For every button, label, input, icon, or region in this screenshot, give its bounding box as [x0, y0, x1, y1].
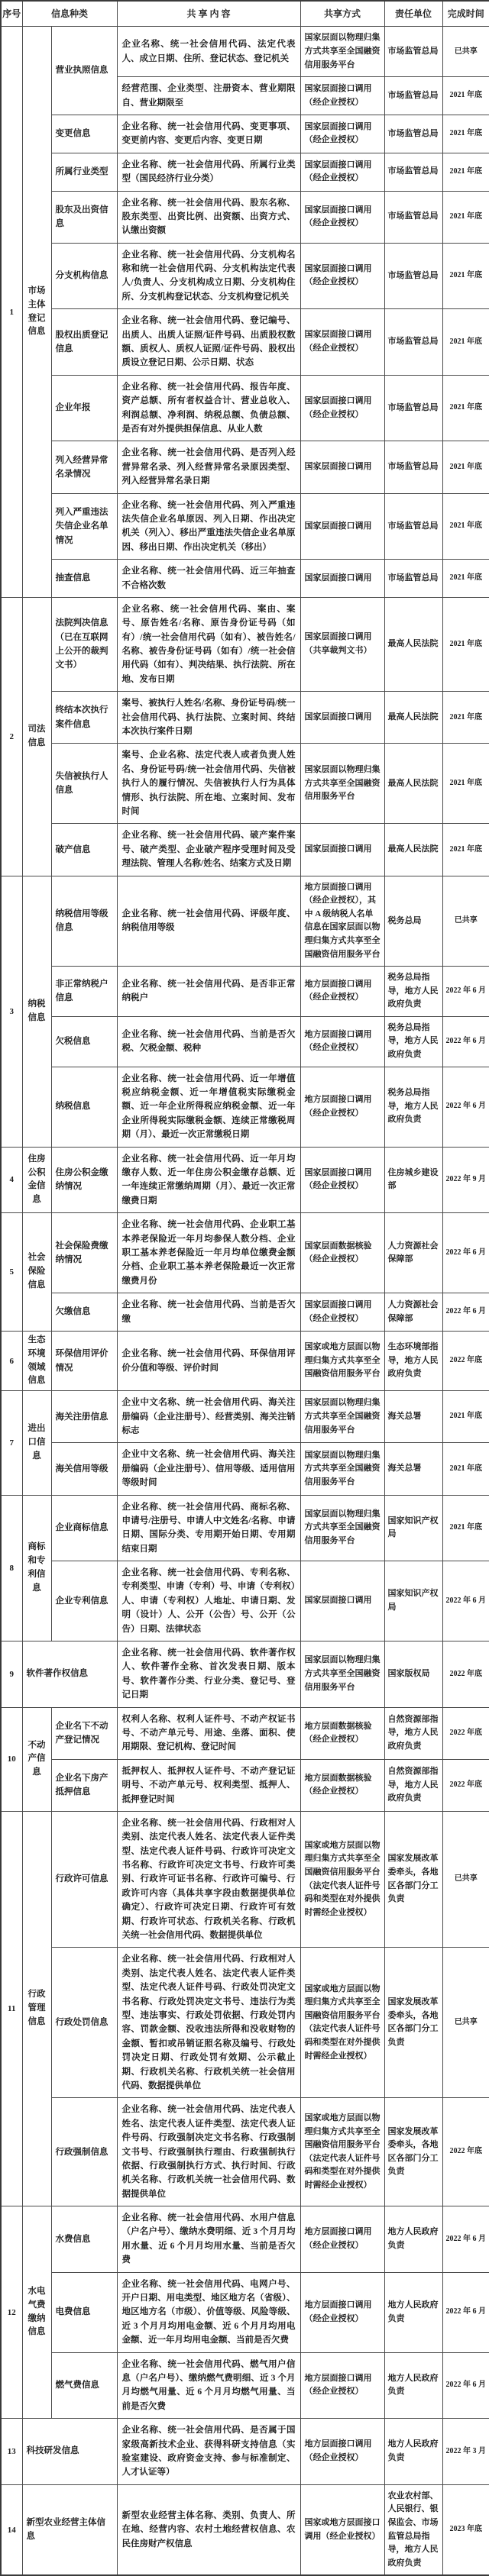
content-cell: 案号、被执行人姓名/名称、身份证号码/统一社会信用代码、执行法院、立案时间、终结本次执行案件日期 — [117, 692, 300, 744]
type-cell: 燃气费信息 — [51, 2352, 117, 2419]
table-row — [1, 1811, 489, 1948]
category-cell: 住房公积金信息 — [22, 1147, 51, 1213]
time-cell: 2022 年底 — [442, 1331, 489, 1390]
method-cell: 国家或地方层面以物理归集方式共享至全国融资信用服务平台（法定代表人证件号码和类型在对外提供时需经企业授权） — [300, 1811, 384, 1948]
content-cell: 企业名称、统一社会信用代码、行政相对人类别、法定代表人姓名、法定代表人证件类型、法定代表人证件号码、行政处罚决定文书名称、行政处罚决定文书号、违法行为类型、违法事实、行政处罚依据、行政处罚内容、罚款金额、没收违法所得和没收财物的金额、暂扣或吊销证照名称及编号、行政处罚决定日期、行政处罚有效期、公示截止期、行政机关名称、行政机关统一社会信用代码、数据提供单位 — [117, 1948, 300, 2098]
content-cell: 企业名称、统一社会信用代码、近三年抽查不合格次数 — [117, 560, 300, 598]
table-row — [1, 1495, 489, 1561]
table-row — [1, 744, 489, 824]
time-cell: 2021 年底 — [442, 441, 489, 493]
table-row — [1, 493, 489, 560]
method-cell: 国家层面接口调用（经企业授权） — [300, 153, 384, 191]
unit-cell: 自然资源部指导，地方人民政府负责 — [384, 1707, 442, 1759]
content-cell: 企业名称、统一社会信用代码、评级年度、纳税信用等级 — [117, 876, 300, 967]
unit-cell: 国家发展改革委牵头，各地区各部门分工负责 — [384, 2098, 442, 2206]
method-cell: 国家层面接口调用（经企业授权） — [300, 309, 384, 376]
serial-cell: 10 — [1, 1707, 22, 1811]
content-cell: 企业名称、统一社会信用代码、是否非正常纳税户 — [117, 967, 300, 1017]
category-cell: 纳税信息 — [22, 876, 51, 1147]
method-cell: 地方层面接口调用（经企业授权） — [300, 2206, 384, 2273]
table-row — [1, 1016, 489, 1067]
serial-cell: 3 — [1, 876, 22, 1147]
type-cell: 水费信息 — [51, 2206, 117, 2273]
table-row — [1, 2206, 489, 2273]
content-cell: 企业名称、统一社会信用代码、是否属于国家级高新技术企业、获得科研支持信息（实验室建设、政府资金支持、参与标准制定、人才认证等） — [117, 2419, 300, 2485]
content-cell: 企业名称、统一社会信用代码、是否列入经营异常名录、列入经营异常名录原因类型、列入经营异常名录日期 — [117, 441, 300, 493]
type-cell: 终结本次执行案件信息 — [51, 692, 117, 744]
unit-cell: 地方人民政府负责 — [384, 2352, 442, 2419]
type-cell: 所属行业类型 — [51, 153, 117, 191]
method-cell: 国家层面接口调用（经企业授权） — [300, 115, 384, 153]
time-cell: 已共享 — [442, 27, 489, 77]
unit-cell: 市场监管总局 — [384, 115, 442, 153]
method-cell: 国家层面接口调用（经企业授权） — [300, 243, 384, 309]
type-cell: 变更信息 — [51, 115, 117, 153]
content-cell: 企业名称、统一社会信用代码、电网户号、开户日期、用电类型、地区地方名（省级）、地区地方名（市级）、价值等级、风险等级、近 3 个月月均用电金额、近 6 个月月均用电金额、近一年月均用电金额、当前是否欠费 — [117, 2272, 300, 2352]
table-row — [1, 1391, 489, 1443]
type-cell: 海关信用等级 — [51, 1443, 117, 1495]
unit-cell: 税务总局 — [384, 876, 442, 967]
category-cell: 进出口信息 — [22, 1391, 51, 1495]
content-cell: 企业名称、统一社会信用代码、法定代表人姓名、法定代表人证件类型、法定代表人证件号码、行政强制决定文书名称、行政强制文书号、行政强制执行理由、行政强制执行依据、行政强制执行方式、执行时间、行政机关名称、行政机关统一社会信用代码、数据提供单位 — [117, 2098, 300, 2206]
content-cell: 企业名称、统一社会信用代码、破产案件案号、破产类型、企业破产程序受理时间及受理法院、管理人名称/姓名、结案方式及日期 — [117, 824, 300, 876]
content-cell: 企业名称、统一社会信用代码、变更事项、变更前内容、变更后内容、变更日期 — [117, 115, 300, 153]
method-cell: 国家层面接口调用（经企业授权） — [300, 375, 384, 441]
type-cell: 破产信息 — [51, 824, 117, 876]
type-cell: 企业年报 — [51, 375, 117, 441]
category-cell: 生态环境领域信息 — [22, 1331, 51, 1390]
content-cell: 企业名称、统一社会信用代码、当前是否欠缴 — [117, 1293, 300, 1332]
type-cell: 电费信息 — [51, 2272, 117, 2352]
method-cell: 地方层面数据核验（经企业授权） — [300, 1707, 384, 1759]
time-cell: 2021 年底 — [442, 560, 489, 598]
time-cell: 2021 年底 — [442, 77, 489, 115]
category-cell: 软件著作权信息 — [22, 1641, 117, 1708]
time-cell: 2021 年底 — [442, 744, 489, 824]
unit-cell: 税务总局指导，地方人民政府负责 — [384, 1016, 442, 1067]
type-cell: 行政许可信息 — [51, 1811, 117, 1948]
type-cell: 社会保险费缴纳情况 — [51, 1213, 117, 1293]
content-cell: 企业名称、统一社会信用代码、水用户信息（户名户号）、缴纳水费明细、近 3 个月月均用水量、近 6 个月月均用水量、当前是否欠费 — [117, 2206, 300, 2273]
type-cell: 海关注册信息 — [51, 1391, 117, 1443]
serial-cell: 5 — [1, 1213, 22, 1332]
unit-cell: 国家知识产权局 — [384, 1495, 442, 1561]
category-cell: 新型农业经营主体信息 — [22, 2484, 117, 2575]
table-row — [1, 309, 489, 376]
time-cell: 2022 年 6 月 — [442, 1561, 489, 1641]
table-row — [1, 876, 489, 967]
method-cell: 地方层面接口调用（经企业授权） — [300, 2419, 384, 2485]
table-row — [1, 2098, 489, 2206]
time-cell: 2021 年底 — [442, 309, 489, 376]
time-cell: 已共享 — [442, 1948, 489, 2098]
unit-cell: 地方人民政府负责 — [384, 2206, 442, 2273]
unit-cell: 农业农村部、人民银行、银保监会、市场监管总局指导，地方人民政府负责 — [384, 2484, 442, 2575]
header-row — [1, 1, 489, 27]
unit-cell: 国家知识产权局 — [384, 1561, 442, 1641]
unit-cell: 国家发展改革委牵头，各地区各部门分工负责 — [384, 1948, 442, 2098]
table-row — [1, 2352, 489, 2419]
serial-cell: 14 — [1, 2484, 22, 2575]
time-cell: 2022 年底 — [442, 1759, 489, 1811]
content-cell: 企业名称、统一社会信用代码、专利名称、专利类型、申请（专利）号、申请（专利权）人、申请（专利权）人地址、申请日期、发明（设计）人、公开（公告）号、公开（公告）日期、法律状态 — [117, 1561, 300, 1641]
type-cell: 欠缴信息 — [51, 1293, 117, 1332]
content-cell: 企业名称、统一社会信用代码、商标名称、申请号/注册号、申请人中文姓名/名称、申请日期、国际分类、专用期开始日期、专用期结束日期 — [117, 1495, 300, 1561]
type-cell: 列入经营异常名录情况 — [51, 441, 117, 493]
unit-cell: 市场监管总局 — [384, 441, 442, 493]
time-cell: 2021 年底 — [442, 1495, 489, 1561]
method-cell: 地方层面接口调用（经企业授权） — [300, 2352, 384, 2419]
unit-cell: 生态环境部指导，地方人民政府负责 — [384, 1331, 442, 1390]
type-cell: 企业名下房产抵押信息 — [51, 1759, 117, 1811]
type-cell: 住房公积金缴纳情况 — [51, 1147, 117, 1213]
content-cell: 案号、企业名称、法定代表人或者负责人姓名、身份证号码/统一社会信用代码、失信被执行人的履行情况、失信被执行人行为具体情形、执行法院、所在地、立案时间、发布时间 — [117, 744, 300, 824]
content-cell: 新型农业经营主体名称、类别、负责人、所在地、经营内容、农村土地经营权信息、农民住房财产权信息 — [117, 2484, 300, 2575]
unit-cell: 海关总署 — [384, 1443, 442, 1495]
serial-cell: 1 — [1, 27, 22, 598]
content-cell: 企业名称、统一社会信用代码、法定代表人、成立日期、住所、登记状态、登记机关 — [117, 27, 300, 77]
table-row — [1, 1147, 489, 1213]
table-row — [1, 2484, 489, 2575]
unit-cell: 人力资源社会保障部 — [384, 1293, 442, 1332]
serial-cell: 8 — [1, 1495, 22, 1641]
table-row — [1, 1331, 489, 1390]
content-cell: 企业名称、统一社会信用代码、近一年月均缴存人数、近一年住房公积金缴存总额、近一年连续正常缴纳周期（月）、最近一次正常缴费日期 — [117, 1147, 300, 1213]
time-cell: 2022 年 6 月 — [442, 1016, 489, 1067]
col-header-info-type: 信息种类 — [22, 1, 117, 27]
table-row — [1, 27, 489, 77]
unit-cell: 市场监管总局 — [384, 77, 442, 115]
serial-cell: 7 — [1, 1391, 22, 1495]
content-cell: 企业名称、统一社会信用代码、环保信用评价分值和等级、评价时间 — [117, 1331, 300, 1390]
table-row — [1, 1293, 489, 1332]
time-cell: 2021 年底 — [442, 1391, 489, 1443]
type-cell: 抽查信息 — [51, 560, 117, 598]
table-row — [1, 2419, 489, 2485]
unit-cell: 国家版权局 — [384, 1641, 442, 1708]
type-cell: 行政强制信息 — [51, 2098, 117, 2206]
time-cell: 2021 年底 — [442, 115, 489, 153]
method-cell: 地方层面数据核验（经企业授权） — [300, 1759, 384, 1811]
unit-cell: 住房城乡建设部 — [384, 1147, 442, 1213]
time-cell: 2022 年底 — [442, 1707, 489, 1759]
time-cell: 2022 年 6 月 — [442, 2206, 489, 2273]
category-cell: 商标和专利信息 — [22, 1495, 51, 1641]
unit-cell: 市场监管总局 — [384, 191, 442, 243]
type-cell: 营业执照信息 — [51, 27, 117, 115]
table-row — [1, 1948, 489, 2098]
time-cell: 2021 年底 — [442, 1443, 489, 1495]
time-cell: 2021 年底 — [442, 375, 489, 441]
time-cell: 2021 年底 — [442, 191, 489, 243]
time-cell: 2022 年底 — [442, 2098, 489, 2206]
time-cell: 2022 年 6 月 — [442, 1293, 489, 1332]
time-cell: 2021 年底 — [442, 243, 489, 309]
table-row — [1, 824, 489, 876]
unit-cell: 市场监管总局 — [384, 309, 442, 376]
unit-cell: 地方人民政府负责 — [384, 2272, 442, 2352]
content-cell: 企业名称、统一社会信用代码、所属行业类型（国民经济行业分类） — [117, 153, 300, 191]
serial-cell: 4 — [1, 1147, 22, 1213]
table-row — [1, 441, 489, 493]
method-cell: 国家层面以物理归集方式共享至全国融资信用服务平台 — [300, 1391, 384, 1443]
table-row — [1, 375, 489, 441]
method-cell: 国家层面以物理归集方式共享至全国融资信用服务平台 — [300, 1495, 384, 1561]
unit-cell: 人力资源社会保障部 — [384, 1213, 442, 1293]
unit-cell: 市场监管总局 — [384, 153, 442, 191]
content-cell: 企业名称、统一社会信用代码、软件著作权人、软件著作全称、首次发表日期、版本号、软件著作分类、行业分类、登记号、登记日期 — [117, 1641, 300, 1708]
method-cell: 国家层面接口调用（共享裁判文书） — [300, 597, 384, 691]
unit-cell: 地方人民政府负责 — [384, 2419, 442, 2485]
method-cell: 国家或地方层面接口调用（经企业授权） — [300, 2484, 384, 2575]
method-cell: 国家或地方层面以物理归集方式共享至全国融资信用服务平台 — [300, 1331, 384, 1390]
table-row — [1, 1561, 489, 1641]
table-row — [1, 153, 489, 191]
table-row — [1, 1067, 489, 1147]
method-cell: 国家层面接口调用（经企业授权） — [300, 77, 384, 115]
time-cell: 2022 年底 — [442, 1641, 489, 1708]
unit-cell: 最高人民法院 — [384, 824, 442, 876]
method-cell: 国家层面以物理归集方式共享至全国融资信用服务平台 — [300, 1641, 384, 1708]
serial-cell: 6 — [1, 1331, 22, 1390]
table-row — [1, 1641, 489, 1708]
type-cell: 企业专利信息 — [51, 1561, 117, 1641]
content-cell: 企业名称、统一社会信用代码、案由、案号、原告姓名/名称、原告身份证号码（如有）/统一社会信用代码（如有）、被告姓名/名称、被告身份证号码（如有）/统一社会信用代码（如有）、判决结果、执行法院、所在地、发布日期 — [117, 597, 300, 691]
category-cell: 科技研发信息 — [22, 2419, 117, 2485]
method-cell: 地方层面接口调用（经企业授权） — [300, 1067, 384, 1147]
table-row — [1, 692, 489, 744]
category-cell: 市场主体登记信息 — [22, 27, 51, 598]
table-row — [1, 243, 489, 309]
method-cell: 国家层面以物理归集方式共享至全国融资信用服务平台 — [300, 27, 384, 77]
time-cell: 已共享 — [442, 1811, 489, 1948]
col-header-share-method: 共享方式 — [300, 1, 384, 27]
method-cell: 国家层面接口调用 — [300, 560, 384, 598]
content-cell: 企业名称、统一社会信用代码、燃气用户信息（户名户号）、缴纳燃气费明细、近 3 个月月均燃气用量、近 6 个月月均燃气用量、当前是否欠费 — [117, 2352, 300, 2419]
type-cell: 企业商标信息 — [51, 1495, 117, 1561]
content-cell: 企业中文名称、统一社会信用代码、海关注册编码（企业注册号）、经营类别、海关注销标志 — [117, 1391, 300, 1443]
time-cell: 2021 年底 — [442, 692, 489, 744]
content-cell: 企业名称、统一社会信用代码、登记编号、出质人、出质人证照/证件号码、出质股权数额、质权人、质权人证照/证件号码、股权出质设立登记日期、公示日期、状态 — [117, 309, 300, 376]
type-cell: 纳税信用等级信息 — [51, 876, 117, 967]
unit-cell: 海关总署 — [384, 1391, 442, 1443]
type-cell: 环保信用评价情况 — [51, 1331, 117, 1390]
content-cell: 企业名称、统一社会信用代码、分支机构名称和统一社会信用代码、分支机构法定代表人/负责人、分支机构成立日期、分支机构住所、分支机构登记状态、分支机构登记机关 — [117, 243, 300, 309]
serial-cell: 11 — [1, 1811, 22, 2206]
unit-cell: 自然资源部指导，地方人民政府负责 — [384, 1759, 442, 1811]
unit-cell: 最高人民法院 — [384, 692, 442, 744]
content-cell: 权利人名称、权利人证件号、不动产权证书号、不动产单元号、用途、坐落、面积、使用期限、登记机构、登记时间 — [117, 1707, 300, 1759]
method-cell: 国家层面接口调用 — [300, 493, 384, 560]
table-row — [1, 191, 489, 243]
type-cell: 企业名下不动产登记情况 — [51, 1707, 117, 1759]
unit-cell: 市场监管总局 — [384, 560, 442, 598]
time-cell: 2022 年 9 月 — [442, 1147, 489, 1213]
content-cell: 抵押权人、抵押权人证件号、不动产登记证明号、不动产单元号、权利类型、抵押人、抵押登记时间 — [117, 1759, 300, 1811]
method-cell: 国家层面数据核验（经企业授权） — [300, 1213, 384, 1293]
serial-cell: 12 — [1, 2206, 22, 2419]
col-header-shared-content: 共 享 内 容 — [117, 1, 300, 27]
method-cell: 国家层面接口调用 — [300, 441, 384, 493]
type-cell: 列入严重违法失信企业名单情况 — [51, 493, 117, 560]
serial-cell: 9 — [1, 1641, 22, 1708]
method-cell: 国家层面接口调用 — [300, 692, 384, 744]
unit-cell: 最高人民法院 — [384, 744, 442, 824]
type-cell: 股权出质登记信息 — [51, 309, 117, 376]
unit-cell: 税务总局指导，地方人民政府负责 — [384, 967, 442, 1017]
time-cell: 2021 年底 — [442, 153, 489, 191]
method-cell: 国家或地方层面以物理归集方式共享至全国融资信用服务平台（法定代表人证件号码和类型在对外提供时需经企业授权） — [300, 1948, 384, 2098]
content-cell: 企业名称、统一社会信用代码、股东名称、股东类型、出资比例、出资额、出资方式、认缴出资额 — [117, 191, 300, 243]
type-cell: 欠税信息 — [51, 1016, 117, 1067]
method-cell: 地方层面接口调用（经企业授权） — [300, 1016, 384, 1067]
table-row — [1, 1759, 489, 1811]
unit-cell: 市场监管总局 — [384, 27, 442, 77]
col-header-serial: 序号 — [1, 1, 22, 27]
table-row — [1, 1707, 489, 1759]
time-cell: 2022 年 6 月 — [442, 1213, 489, 1293]
type-cell: 法院判决信息（已在互联网上公开的裁判文书） — [51, 597, 117, 691]
time-cell: 2022 年 6 月 — [442, 1067, 489, 1147]
table-row — [1, 1213, 489, 1293]
method-cell: 国家层面以物理归集方式共享至全国融资信用服务平台 — [300, 744, 384, 824]
category-cell: 行政管理信息 — [22, 1811, 51, 2206]
table-body — [1, 27, 489, 2575]
method-cell: 国家层面接口调用（经企业授权） — [300, 191, 384, 243]
time-cell: 2021 年底 — [442, 597, 489, 691]
unit-cell: 税务总局指导，地方人民政府负责 — [384, 1067, 442, 1147]
time-cell: 2022 年 6 月 — [442, 967, 489, 1017]
unit-cell: 市场监管总局 — [384, 375, 442, 441]
table-row — [1, 1443, 489, 1495]
type-cell: 股东及出资信息 — [51, 191, 117, 243]
serial-cell: 2 — [1, 597, 22, 876]
content-cell: 企业名称、统一社会信用代码、当前是否欠税、欠税金额、税种 — [117, 1016, 300, 1067]
table-header — [1, 1, 489, 27]
type-cell: 行政处罚信息 — [51, 1948, 117, 2098]
table-row — [1, 115, 489, 153]
table-row — [1, 597, 489, 691]
content-cell: 企业名称、统一社会信用代码、企业职工基本养老保险近一年月均参保人数分档、企业职工基本养老保险近一年月均单位缴费金额分档、企业职工基本养老保险最近一次正常缴费月份 — [117, 1213, 300, 1293]
time-cell: 2022 年 6 月 — [442, 2272, 489, 2352]
col-header-completion-time: 完成时间 — [442, 1, 489, 27]
type-cell: 失信被执行人信息 — [51, 744, 117, 824]
serial-cell: 13 — [1, 2419, 22, 2485]
category-cell: 水电气费缴纳信息 — [22, 2206, 51, 2419]
content-cell: 企业中文名称、统一社会信用代码、海关注册编码（企业注册号）、信用等级、适用信用等级时间 — [117, 1443, 300, 1495]
method-cell: 国家层面接口调用（经企业授权） — [300, 1293, 384, 1332]
time-cell: 已共享 — [442, 876, 489, 967]
table-row — [1, 967, 489, 1017]
method-cell: 国家层面接口调用 — [300, 824, 384, 876]
time-cell: 2023 年底 — [442, 2484, 489, 2575]
table-row — [1, 560, 489, 598]
category-cell: 社会保险信息 — [22, 1213, 51, 1332]
table-row — [1, 2272, 489, 2352]
unit-cell: 国家发展改革委牵头，各地区各部门分工负责 — [384, 1811, 442, 1948]
content-cell: 企业名称、统一社会信用代码、近一年增值税应纳税金额、近一年增值税实际缴税金额、近一年企业所得税应纳税金额、近一年企业所得税实际缴税金额、连续正常缴税周期（月）、最近一次正常缴税日期 — [117, 1067, 300, 1147]
method-cell: 国家层面以物理归集方式共享至全国融资信用服务平台 — [300, 1443, 384, 1495]
unit-cell: 市场监管总局 — [384, 243, 442, 309]
content-cell: 企业名称、统一社会信用代码、报告年度、资产总额、所有者权益合计、营业总收入、利润总额、净利润、纳税总额、负债总额、是否有对外提供担保信息、从业人数 — [117, 375, 300, 441]
type-cell: 分支机构信息 — [51, 243, 117, 309]
col-header-responsible-unit: 责任单位 — [384, 1, 442, 27]
method-cell: 地方层面接口调用（经企业授权） — [300, 2272, 384, 2352]
content-cell: 企业名称、统一社会信用代码、行政相对人类别、法定代表人姓名、法定代表人证件类型、法定代表人证件号码、行政许可决定文书名称、行政许可决定文书号、行政许可类别、行政许可证书名称、行政许可编号、行政许可内容（具体共享字段由数据提供单位确定）、行政许可决定日期、行政许可有效期、行政许可状态、行政机关名称、行政机关统一社会信用代码、数据提供单位 — [117, 1811, 300, 1948]
time-cell: 2021 年底 — [442, 824, 489, 876]
unit-cell: 最高人民法院 — [384, 597, 442, 691]
category-cell: 不动产信息 — [22, 1707, 51, 1811]
method-cell: 地方层面接口调用（经企业授权） — [300, 967, 384, 1017]
content-cell: 经营范围、企业类型、注册资本、营业期限自、营业期限至 — [117, 77, 300, 115]
method-cell: 国家层面接口调用（经企业授权） — [300, 1147, 384, 1213]
method-cell: 国家层面接口调用 — [300, 1561, 384, 1641]
type-cell: 纳税信息 — [51, 1067, 117, 1147]
method-cell: 国家或地方层面以物理归集方式共享至全国融资信用服务平台（法定代表人证件号码和类型在对外提供时需经企业授权） — [300, 2098, 384, 2206]
time-cell: 2022 年 6 月 — [442, 2352, 489, 2419]
content-cell: 企业名称、统一社会信用代码、列入严重违法失信企业名单原因、列入日期、作出决定机关（列入）、移出严重违法失信企业名单原因、移出日期、作出决定机关（移出） — [117, 493, 300, 560]
type-cell: 非正常纳税户信息 — [51, 967, 117, 1017]
time-cell: 2021 年底 — [442, 493, 489, 560]
unit-cell: 市场监管总局 — [384, 493, 442, 560]
category-cell: 司法信息 — [22, 597, 51, 876]
method-cell: 地方层面接口调用（经企业授权），其中 A 级纳税人名单信息在国家层面以物理归集方式共享至全国融资信用服务平台 — [300, 876, 384, 967]
time-cell: 2022 年 3 月 — [442, 2419, 489, 2485]
